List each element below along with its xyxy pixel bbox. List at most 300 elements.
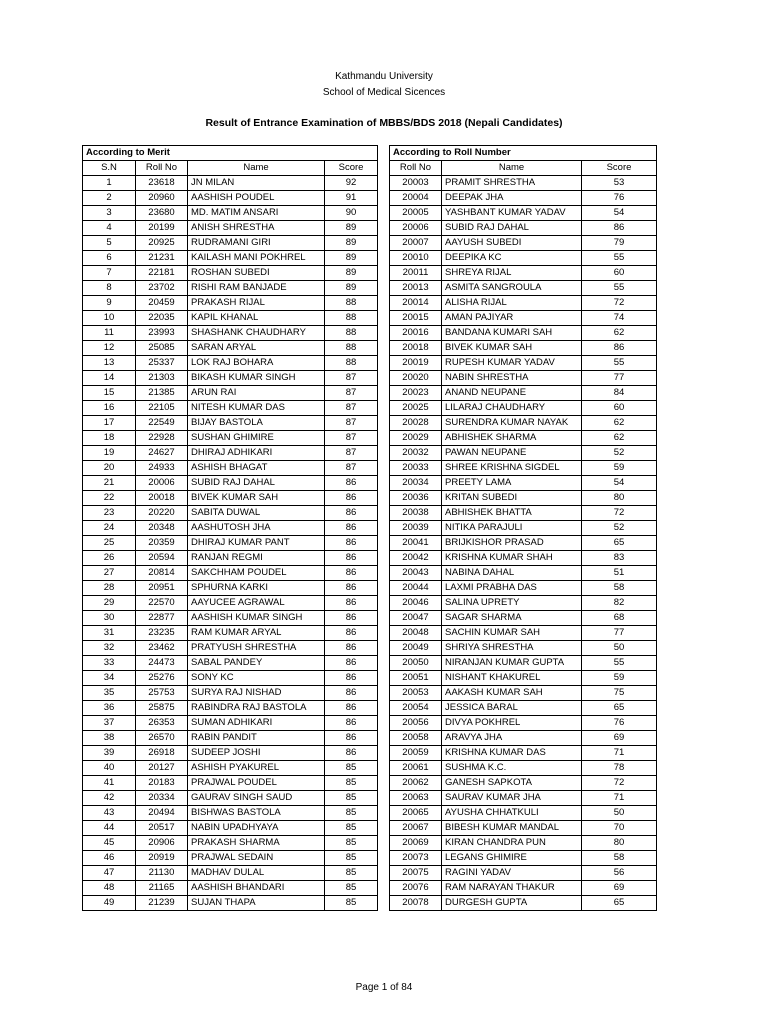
cell-score: 85	[325, 881, 378, 896]
cell-score: 86	[325, 671, 378, 686]
cell-name: LAXMI PRABHA DAS	[442, 581, 582, 596]
cell-score: 86	[325, 656, 378, 671]
cell-score: 86	[325, 731, 378, 746]
cell-roll-no: 21165	[136, 881, 188, 896]
cell-roll-no: 20023	[390, 386, 442, 401]
table-row	[390, 371, 657, 386]
cell-score: 77	[582, 371, 657, 386]
cell-roll-no: 20034	[390, 476, 442, 491]
cell-name: NITIKA PARAJULI	[442, 521, 582, 536]
table-row	[390, 431, 657, 446]
table-row	[390, 191, 657, 206]
cell-sn: 45	[83, 836, 136, 851]
cell-name: AASHISH BHANDARI	[188, 881, 325, 896]
cell-roll-no: 22570	[136, 596, 188, 611]
cell-score: 86	[325, 626, 378, 641]
cell-roll-no: 20006	[390, 221, 442, 236]
cell-roll-no: 20960	[136, 191, 188, 206]
cell-roll-no: 20016	[390, 326, 442, 341]
cell-name: LILARAJ CHAUDHARY	[442, 401, 582, 416]
table-row	[83, 176, 378, 191]
table-row	[83, 476, 378, 491]
cell-score: 86	[325, 701, 378, 716]
cell-roll-no: 20058	[390, 731, 442, 746]
cell-sn: 8	[83, 281, 136, 296]
cell-name: KRITAN SUBEDI	[442, 491, 582, 506]
table-row	[83, 341, 378, 356]
cell-name: ASMITA SANGROULA	[442, 281, 582, 296]
table-row	[83, 251, 378, 266]
cell-roll-no: 20038	[390, 506, 442, 521]
cell-name: KAPIL KHANAL	[188, 311, 325, 326]
table-row	[83, 761, 378, 776]
cell-roll-no: 20028	[390, 416, 442, 431]
cell-name: SUSHMA K.C.	[442, 761, 582, 776]
cell-sn: 25	[83, 536, 136, 551]
cell-name: PRAJWAL SEDAIN	[188, 851, 325, 866]
cell-score: 86	[582, 341, 657, 356]
cell-score: 54	[582, 206, 657, 221]
cell-score: 85	[325, 776, 378, 791]
cell-sn: 31	[83, 626, 136, 641]
table-row	[83, 746, 378, 761]
cell-sn: 27	[83, 566, 136, 581]
cell-score: 86	[582, 221, 657, 236]
cell-roll-no: 20814	[136, 566, 188, 581]
cell-name: SUBID RAJ DAHAL	[442, 221, 582, 236]
cell-name: RISHI RAM BANJADE	[188, 281, 325, 296]
cell-name: ALISHA RIJAL	[442, 296, 582, 311]
cell-roll-no: 20005	[390, 206, 442, 221]
cell-roll-no: 20073	[390, 851, 442, 866]
table-row	[390, 626, 657, 641]
table-row	[83, 731, 378, 746]
table-row	[390, 581, 657, 596]
roll-section-title-row	[390, 146, 657, 161]
cell-score: 65	[582, 536, 657, 551]
cell-roll-no: 20049	[390, 641, 442, 656]
cell-name: MADHAV DULAL	[188, 866, 325, 881]
merit-section-title: According to Merit	[83, 146, 378, 161]
table-row	[83, 701, 378, 716]
cell-score: 87	[325, 401, 378, 416]
table-row	[83, 806, 378, 821]
table-row	[390, 416, 657, 431]
table-row	[390, 521, 657, 536]
cell-score: 89	[325, 251, 378, 266]
cell-roll-no: 20043	[390, 566, 442, 581]
cell-roll-no: 23618	[136, 176, 188, 191]
table-row	[83, 581, 378, 596]
table-row	[390, 686, 657, 701]
cell-name: RAM KUMAR ARYAL	[188, 626, 325, 641]
cell-name: AASHISH KUMAR SINGH	[188, 611, 325, 626]
cell-roll-no: 21385	[136, 386, 188, 401]
cell-name: DHIRAJ KUMAR PANT	[188, 536, 325, 551]
cell-name: PRAKASH RIJAL	[188, 296, 325, 311]
table-row	[390, 716, 657, 731]
cell-name: NIRANJAN KUMAR GUPTA	[442, 656, 582, 671]
cell-sn: 28	[83, 581, 136, 596]
cell-roll-no: 20025	[390, 401, 442, 416]
cell-name: NABINA DAHAL	[442, 566, 582, 581]
cell-name: AAYUSH SUBEDI	[442, 236, 582, 251]
table-row	[83, 626, 378, 641]
document-title: Result of Entrance Examination of MBBS/BDS 2018 (Nepali Candidates)	[205, 117, 563, 129]
cell-sn: 39	[83, 746, 136, 761]
cell-sn: 26	[83, 551, 136, 566]
table-row	[83, 221, 378, 236]
table-row	[83, 836, 378, 851]
cell-sn: 12	[83, 341, 136, 356]
cell-roll-no: 20075	[390, 866, 442, 881]
cell-sn: 3	[83, 206, 136, 221]
cell-sn: 42	[83, 791, 136, 806]
cell-sn: 32	[83, 641, 136, 656]
cell-name: BISHWAS BASTOLA	[188, 806, 325, 821]
cell-name: JN MILAN	[188, 176, 325, 191]
table-row	[83, 641, 378, 656]
cell-sn: 17	[83, 416, 136, 431]
cell-roll-no: 22877	[136, 611, 188, 626]
cell-score: 88	[325, 296, 378, 311]
table-row	[390, 821, 657, 836]
table-row	[390, 866, 657, 881]
cell-roll-no: 20459	[136, 296, 188, 311]
cell-roll-no: 20051	[390, 671, 442, 686]
cell-roll-no: 26918	[136, 746, 188, 761]
cell-score: 52	[582, 521, 657, 536]
cell-sn: 13	[83, 356, 136, 371]
cell-sn: 11	[83, 326, 136, 341]
cell-name: SUJAN THAPA	[188, 896, 325, 911]
school-name: School of Medical Sicences	[322, 87, 446, 98]
cell-sn: 21	[83, 476, 136, 491]
cell-name: ROSHAN SUBEDI	[188, 266, 325, 281]
cell-score: 86	[325, 506, 378, 521]
table-row	[390, 251, 657, 266]
cell-name: YASHBANT KUMAR YADAV	[442, 206, 582, 221]
roll-col-score: Score	[582, 161, 657, 176]
merit-section-title-row	[83, 146, 378, 161]
cell-score: 82	[582, 596, 657, 611]
cell-score: 56	[582, 866, 657, 881]
cell-score: 71	[582, 791, 657, 806]
table-row	[83, 371, 378, 386]
cell-name: GAURAV SINGH SAUD	[188, 791, 325, 806]
cell-roll-no: 26353	[136, 716, 188, 731]
cell-score: 85	[325, 851, 378, 866]
cell-score: 91	[325, 191, 378, 206]
cell-score: 79	[582, 236, 657, 251]
cell-score: 87	[325, 386, 378, 401]
cell-name: SABITA DUWAL	[188, 506, 325, 521]
table-row	[83, 491, 378, 506]
cell-roll-no: 20059	[390, 746, 442, 761]
table-row	[83, 416, 378, 431]
cell-roll-no: 22928	[136, 431, 188, 446]
table-row	[83, 401, 378, 416]
table-row	[390, 776, 657, 791]
cell-score: 53	[582, 176, 657, 191]
cell-score: 69	[582, 731, 657, 746]
cell-sn: 33	[83, 656, 136, 671]
cell-name: BIJAY BASTOLA	[188, 416, 325, 431]
cell-roll-no: 20078	[390, 896, 442, 911]
table-row	[83, 191, 378, 206]
cell-roll-no: 20050	[390, 656, 442, 671]
cell-roll-no: 21239	[136, 896, 188, 911]
cell-roll-no: 24933	[136, 461, 188, 476]
merit-col-roll: Roll No	[136, 161, 188, 176]
cell-name: GANESH SAPKOTA	[442, 776, 582, 791]
cell-score: 84	[582, 386, 657, 401]
cell-roll-no: 20047	[390, 611, 442, 626]
cell-roll-no: 21130	[136, 866, 188, 881]
cell-score: 92	[325, 176, 378, 191]
table-row	[390, 836, 657, 851]
cell-name: PAWAN NEUPANE	[442, 446, 582, 461]
cell-roll-no: 20048	[390, 626, 442, 641]
cell-roll-no: 21231	[136, 251, 188, 266]
cell-name: RABINDRA RAJ BASTOLA	[188, 701, 325, 716]
cell-name: RABIN PANDIT	[188, 731, 325, 746]
cell-name: SACHIN KUMAR SAH	[442, 626, 582, 641]
cell-sn: 1	[83, 176, 136, 191]
cell-name: AAKASH KUMAR SAH	[442, 686, 582, 701]
cell-score: 72	[582, 776, 657, 791]
cell-sn: 30	[83, 611, 136, 626]
cell-name: AYUSHA CHHATKULI	[442, 806, 582, 821]
table-row	[83, 851, 378, 866]
merit-col-score: Score	[325, 161, 378, 176]
table-row	[83, 611, 378, 626]
cell-score: 86	[325, 581, 378, 596]
cell-roll-no: 20919	[136, 851, 188, 866]
table-row	[83, 881, 378, 896]
cell-roll-no: 24627	[136, 446, 188, 461]
cell-score: 86	[325, 611, 378, 626]
table-row	[390, 806, 657, 821]
cell-score: 55	[582, 656, 657, 671]
cell-roll-no: 20042	[390, 551, 442, 566]
cell-score: 76	[582, 716, 657, 731]
table-row	[390, 281, 657, 296]
cell-roll-no: 22035	[136, 311, 188, 326]
cell-name: ABHISHEK BHATTA	[442, 506, 582, 521]
cell-name: ARAVYA JHA	[442, 731, 582, 746]
table-row	[390, 851, 657, 866]
table-row	[83, 596, 378, 611]
table-row	[83, 236, 378, 251]
cell-sn: 6	[83, 251, 136, 266]
cell-roll-no: 20925	[136, 236, 188, 251]
cell-name: AMAN PAJIYAR	[442, 311, 582, 326]
cell-name: ANAND NEUPANE	[442, 386, 582, 401]
cell-roll-no: 25753	[136, 686, 188, 701]
cell-roll-no: 20061	[390, 761, 442, 776]
cell-sn: 37	[83, 716, 136, 731]
cell-name: DHIRAJ ADHIKARI	[188, 446, 325, 461]
cell-score: 59	[582, 461, 657, 476]
cell-score: 72	[582, 296, 657, 311]
roll-section-title: According to Roll Number	[390, 146, 657, 161]
cell-name: ABHISHEK SHARMA	[442, 431, 582, 446]
cell-score: 86	[325, 566, 378, 581]
table-row	[83, 551, 378, 566]
table-row	[83, 326, 378, 341]
cell-name: PRAJWAL POUDEL	[188, 776, 325, 791]
cell-roll-no: 20076	[390, 881, 442, 896]
cell-name: SURENDRA KUMAR NAYAK	[442, 416, 582, 431]
cell-roll-no: 20053	[390, 686, 442, 701]
cell-score: 74	[582, 311, 657, 326]
cell-roll-no: 20056	[390, 716, 442, 731]
cell-score: 86	[325, 746, 378, 761]
table-row	[83, 686, 378, 701]
cell-score: 90	[325, 206, 378, 221]
cell-score: 85	[325, 806, 378, 821]
cell-score: 62	[582, 326, 657, 341]
cell-roll-no: 20033	[390, 461, 442, 476]
cell-roll-no: 20220	[136, 506, 188, 521]
cell-name: DURGESH GUPTA	[442, 896, 582, 911]
cell-roll-no: 22105	[136, 401, 188, 416]
cell-score: 89	[325, 221, 378, 236]
cell-name: RAM NARAYAN THAKUR	[442, 881, 582, 896]
cell-roll-no: 20004	[390, 191, 442, 206]
cell-name: SALINA UPRETY	[442, 596, 582, 611]
cell-name: ARUN RAI	[188, 386, 325, 401]
cell-roll-no: 24473	[136, 656, 188, 671]
cell-sn: 16	[83, 401, 136, 416]
cell-score: 52	[582, 446, 657, 461]
merit-header-row	[83, 161, 378, 176]
cell-roll-no: 20039	[390, 521, 442, 536]
table-row	[390, 641, 657, 656]
cell-score: 86	[325, 491, 378, 506]
cell-roll-no: 20594	[136, 551, 188, 566]
cell-roll-no: 20127	[136, 761, 188, 776]
cell-score: 62	[582, 431, 657, 446]
cell-score: 88	[325, 356, 378, 371]
table-row	[83, 296, 378, 311]
table-row	[390, 731, 657, 746]
cell-name: DIVYA POKHREL	[442, 716, 582, 731]
cell-roll-no: 25276	[136, 671, 188, 686]
table-row	[83, 716, 378, 731]
cell-score: 62	[582, 416, 657, 431]
table-row	[390, 746, 657, 761]
cell-score: 86	[325, 641, 378, 656]
cell-name: RUDRAMANI GIRI	[188, 236, 325, 251]
cell-name: KRISHNA KUMAR DAS	[442, 746, 582, 761]
cell-sn: 38	[83, 731, 136, 746]
cell-score: 60	[582, 266, 657, 281]
cell-score: 76	[582, 191, 657, 206]
cell-roll-no: 20046	[390, 596, 442, 611]
cell-roll-no: 20019	[390, 356, 442, 371]
cell-name: MD. MATIM ANSARI	[188, 206, 325, 221]
table-row	[83, 386, 378, 401]
table-row	[390, 221, 657, 236]
cell-score: 83	[582, 551, 657, 566]
cell-name: BRIJKISHOR PRASAD	[442, 536, 582, 551]
table-row	[390, 461, 657, 476]
cell-score: 86	[325, 686, 378, 701]
cell-name: SUBID RAJ DAHAL	[188, 476, 325, 491]
cell-roll-no: 23462	[136, 641, 188, 656]
cell-score: 50	[582, 806, 657, 821]
cell-name: DEEPIKA KC	[442, 251, 582, 266]
cell-name: JESSICA BARAL	[442, 701, 582, 716]
table-row	[83, 446, 378, 461]
cell-roll-no: 20032	[390, 446, 442, 461]
cell-name: KAILASH MANI POKHREL	[188, 251, 325, 266]
table-row	[390, 386, 657, 401]
cell-score: 51	[582, 566, 657, 581]
cell-name: KIRAN CHANDRA PUN	[442, 836, 582, 851]
cell-name: SUMAN ADHIKARI	[188, 716, 325, 731]
cell-score: 87	[325, 461, 378, 476]
cell-sn: 44	[83, 821, 136, 836]
table-row	[390, 536, 657, 551]
cell-sn: 9	[83, 296, 136, 311]
cell-roll-no: 20036	[390, 491, 442, 506]
cell-sn: 35	[83, 686, 136, 701]
cell-name: ASHISH BHAGAT	[188, 461, 325, 476]
cell-roll-no: 20065	[390, 806, 442, 821]
table-row	[83, 206, 378, 221]
cell-roll-no: 20003	[390, 176, 442, 191]
merit-col-name: Name	[188, 161, 325, 176]
cell-name: ANISH SHRESTHA	[188, 221, 325, 236]
cell-name: SHREE KRISHNA SIGDEL	[442, 461, 582, 476]
cell-score: 80	[582, 836, 657, 851]
cell-roll-no: 22181	[136, 266, 188, 281]
cell-sn: 7	[83, 266, 136, 281]
cell-sn: 20	[83, 461, 136, 476]
table-row	[390, 356, 657, 371]
cell-roll-no: 21303	[136, 371, 188, 386]
cell-score: 87	[325, 371, 378, 386]
table-row	[390, 896, 657, 911]
cell-score: 55	[582, 251, 657, 266]
cell-name: SAGAR SHARMA	[442, 611, 582, 626]
cell-roll-no: 20067	[390, 821, 442, 836]
cell-score: 86	[325, 521, 378, 536]
cell-score: 70	[582, 821, 657, 836]
cell-sn: 15	[83, 386, 136, 401]
cell-name: BIBESH KUMAR MANDAL	[442, 821, 582, 836]
cell-name: NABIN SHRESTHA	[442, 371, 582, 386]
cell-roll-no: 22549	[136, 416, 188, 431]
roll-header-row	[390, 161, 657, 176]
cell-score: 86	[325, 716, 378, 731]
table-row	[83, 896, 378, 911]
cell-name: KRISHNA KUMAR SHAH	[442, 551, 582, 566]
cell-roll-no: 20044	[390, 581, 442, 596]
roll-number-table	[389, 145, 657, 911]
cell-name: SONY KC	[188, 671, 325, 686]
table-row	[83, 866, 378, 881]
cell-roll-no: 20348	[136, 521, 188, 536]
table-row	[390, 506, 657, 521]
cell-score: 78	[582, 761, 657, 776]
cell-roll-no: 20054	[390, 701, 442, 716]
cell-score: 85	[325, 896, 378, 911]
merit-table	[82, 145, 378, 911]
